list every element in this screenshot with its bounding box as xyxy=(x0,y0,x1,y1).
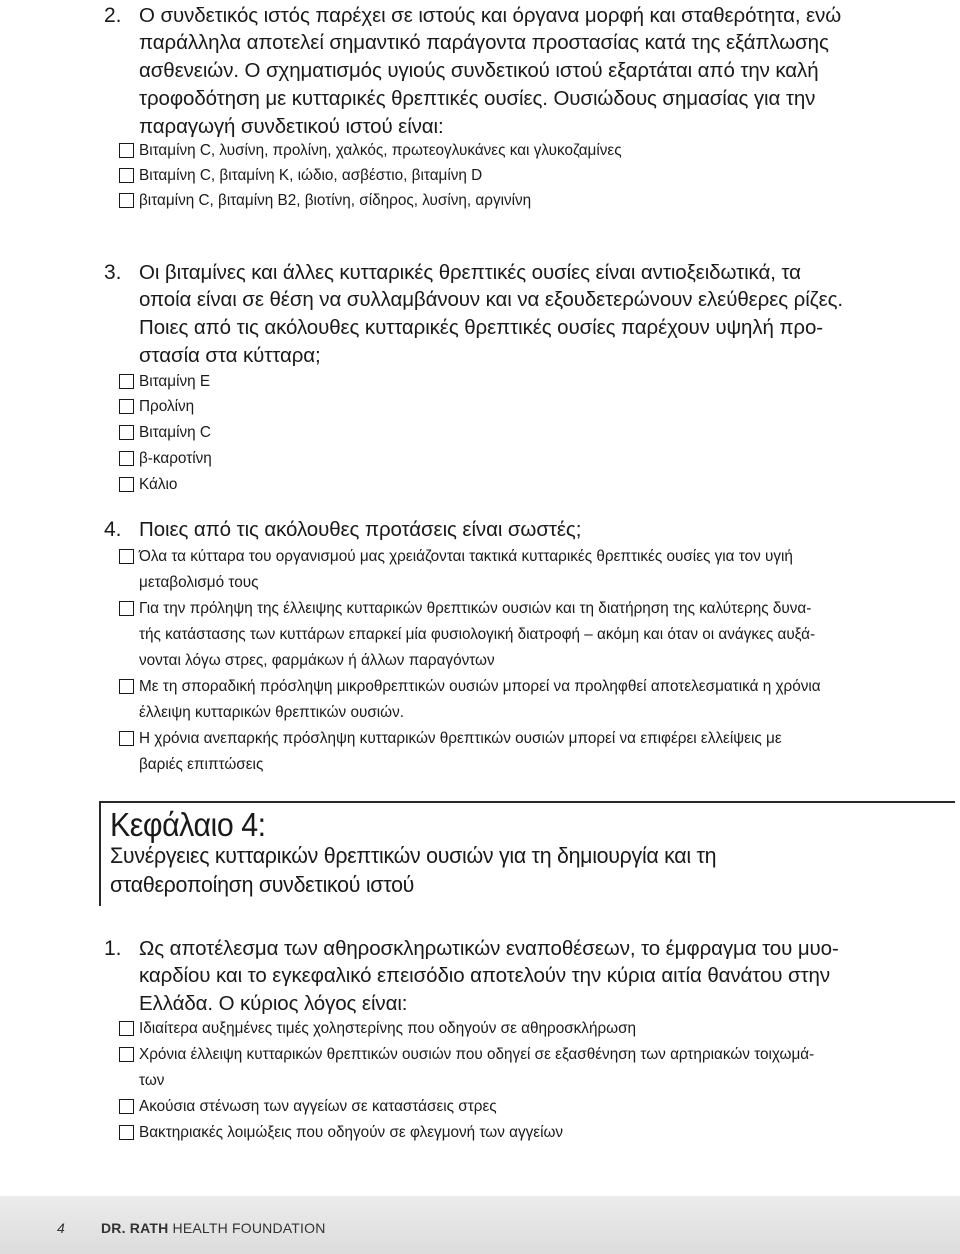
checkbox[interactable] xyxy=(119,168,134,183)
question-line: τροφοδότηση με κυτταρικές θρεπτικές ουσίες. Ουσιώδους σημασίας για την xyxy=(139,87,816,110)
question-number: 3. xyxy=(104,261,122,284)
checkbox[interactable] xyxy=(119,601,134,616)
question-number: 4. xyxy=(104,518,122,541)
option-label: Χρόνια έλλειψη κυτταρικών θρεπτικών ουσιών που οδηγεί σε εξασθένηση των αρτηριακών τοιχωμά- xyxy=(139,1046,815,1063)
option-label: Η χρόνια ανεπαρκής πρόσληψη κυτταρικών θρεπτικών ουσιών μπορεί να επιφέρει ελλείψεις με xyxy=(139,730,782,747)
checkbox[interactable] xyxy=(119,143,134,158)
option-label: Ιδιαίτερα αυξημένες τιμές χοληστερίνης που οδηγούν σε αθηροσκλήρωση xyxy=(139,1020,637,1037)
checkbox[interactable] xyxy=(119,451,134,466)
page-number: 4 xyxy=(57,1220,65,1236)
question-line: καρδίου και το εγκεφαλικό επεισόδιο αποτελούν την κύρια αιτία θανάτου στην xyxy=(139,964,831,987)
question-line: παράλληλα αποτελεί σημαντικό παράγοντα προστασίας κατά της εξάπλωσης xyxy=(139,31,829,54)
question-line: Ως αποτέλεσμα των αθηροσκληρωτικών εναποθέσεων, το έμφραγμα του μυο- xyxy=(139,937,839,960)
option-label: των xyxy=(139,1072,165,1089)
option-label: Με τη σποραδική πρόσληψη μικροθρεπτικών ουσιών μπορεί να προληφθεί αποτελεσματικά η χρόνια xyxy=(139,678,821,695)
option-label: Προλίνη xyxy=(139,398,195,415)
option-label: μεταβολισμό τους xyxy=(139,574,259,591)
question-line: Ποιες από τις ακόλουθες προτάσεις είναι σωστές; xyxy=(139,518,582,541)
checkbox[interactable] xyxy=(119,374,134,389)
question-line: στασία στα κύτταρα; xyxy=(139,344,321,367)
question-line: Ποιες από τις ακόλουθες κυτταρικές θρεπτικές ουσίες παρέχουν υψηλή προ- xyxy=(139,316,823,339)
brand-bold: DR. RATH xyxy=(101,1220,169,1236)
checkbox[interactable] xyxy=(119,679,134,694)
question-number: 1. xyxy=(104,937,122,960)
option-label: Βιταμίνη Ε xyxy=(139,373,211,390)
option-label: Για την πρόληψη της έλλειψης κυτταρικών θρεπτικών ουσιών και τη διατήρηση της καλύτερης δυνα- xyxy=(139,600,812,617)
option-label: Βιταμίνη C, βιταμίνη Κ, ιώδιο, ασβέστιο, βιταμίνη D xyxy=(139,167,483,184)
question-number: 2. xyxy=(104,4,122,27)
question-line: Ελλάδα. Ο κύριος λόγος είναι: xyxy=(139,992,408,1015)
checkbox[interactable] xyxy=(119,1047,134,1062)
brand-light: HEALTH FOUNDATION xyxy=(172,1220,326,1236)
question-line: οποία είναι σε θέση να συλλαμβάνουν και να εξουδετερώνουν ελεύθερες ρίζες. xyxy=(139,288,844,311)
option-label: τής κατάστασης των κυττάρων επαρκεί μία φυσιολογική διατροφή – ακόμη και όταν οι ανάγκες αυξά- xyxy=(139,626,816,643)
option-label: Βιταμίνη C xyxy=(139,424,211,441)
chapter-subtitle: σταθεροποίηση συνδετικού ιστού xyxy=(110,872,415,897)
option-label: νονται λόγω στρες, φαρμάκων ή άλλων παραγόντων xyxy=(139,652,495,669)
chapter-header xyxy=(99,801,955,906)
checkbox[interactable] xyxy=(119,1099,134,1114)
option-label: Βιταμίνη C, λυσίνη, προλίνη, χαλκός, πρωτεογλυκάνες και γλυκοζαμίνες xyxy=(139,142,622,159)
question-line: παραγωγή συνδετικού ιστού είναι: xyxy=(139,115,444,138)
chapter-subtitle: Συνέργειες κυτταρικών θρεπτικών ουσιών για τη δημιουργία και τη xyxy=(110,843,717,868)
footer-brand xyxy=(101,1220,326,1236)
checkbox[interactable] xyxy=(119,731,134,746)
option-label: Όλα τα κύτταρα του οργανισμού μας χρειάζονται τακτικά κυτταρικές θρεπτικές ουσίες για τον υγιή xyxy=(139,548,793,565)
checkbox[interactable] xyxy=(119,1125,134,1140)
chapter-title: Κεφάλαιο 4: xyxy=(110,806,266,843)
checkbox[interactable] xyxy=(119,425,134,440)
option-label: Κάλιο xyxy=(139,476,178,493)
question-line: Οι βιταμίνες και άλλες κυτταρικές θρεπτικές ουσίες είναι αντιοξειδωτικά, τα xyxy=(139,261,801,284)
checkbox[interactable] xyxy=(119,549,134,564)
option-label: Ακούσια στένωση των αγγείων σε καταστάσεις στρες xyxy=(139,1098,497,1115)
question-line: ασθενειών. Ο σχηματισμός υγιούς συνδετικού ιστού εξαρτάται από την καλή xyxy=(139,59,819,82)
option-label: β-καροτίνη xyxy=(139,450,212,467)
checkbox[interactable] xyxy=(119,477,134,492)
checkbox[interactable] xyxy=(119,193,134,208)
option-label: βιταμίνη C, βιταμίνη B2, βιοτίνη, σίδηρος, λυσίνη, αργινίνη xyxy=(139,192,532,209)
option-label: βαριές επιπτώσεις xyxy=(139,756,264,773)
question-line: Ο συνδετικός ιστός παρέχει σε ιστούς και όργανα μορφή και σταθερότητα, ενώ xyxy=(139,4,842,27)
checkbox[interactable] xyxy=(119,1021,134,1036)
option-label: έλλειψη κυτταρικών θρεπτικών ουσιών. xyxy=(139,704,405,721)
option-label: Βακτηριακές λοιμώξεις που οδηγούν σε φλεγμονή των αγγείων xyxy=(139,1124,564,1141)
checkbox[interactable] xyxy=(119,399,134,414)
